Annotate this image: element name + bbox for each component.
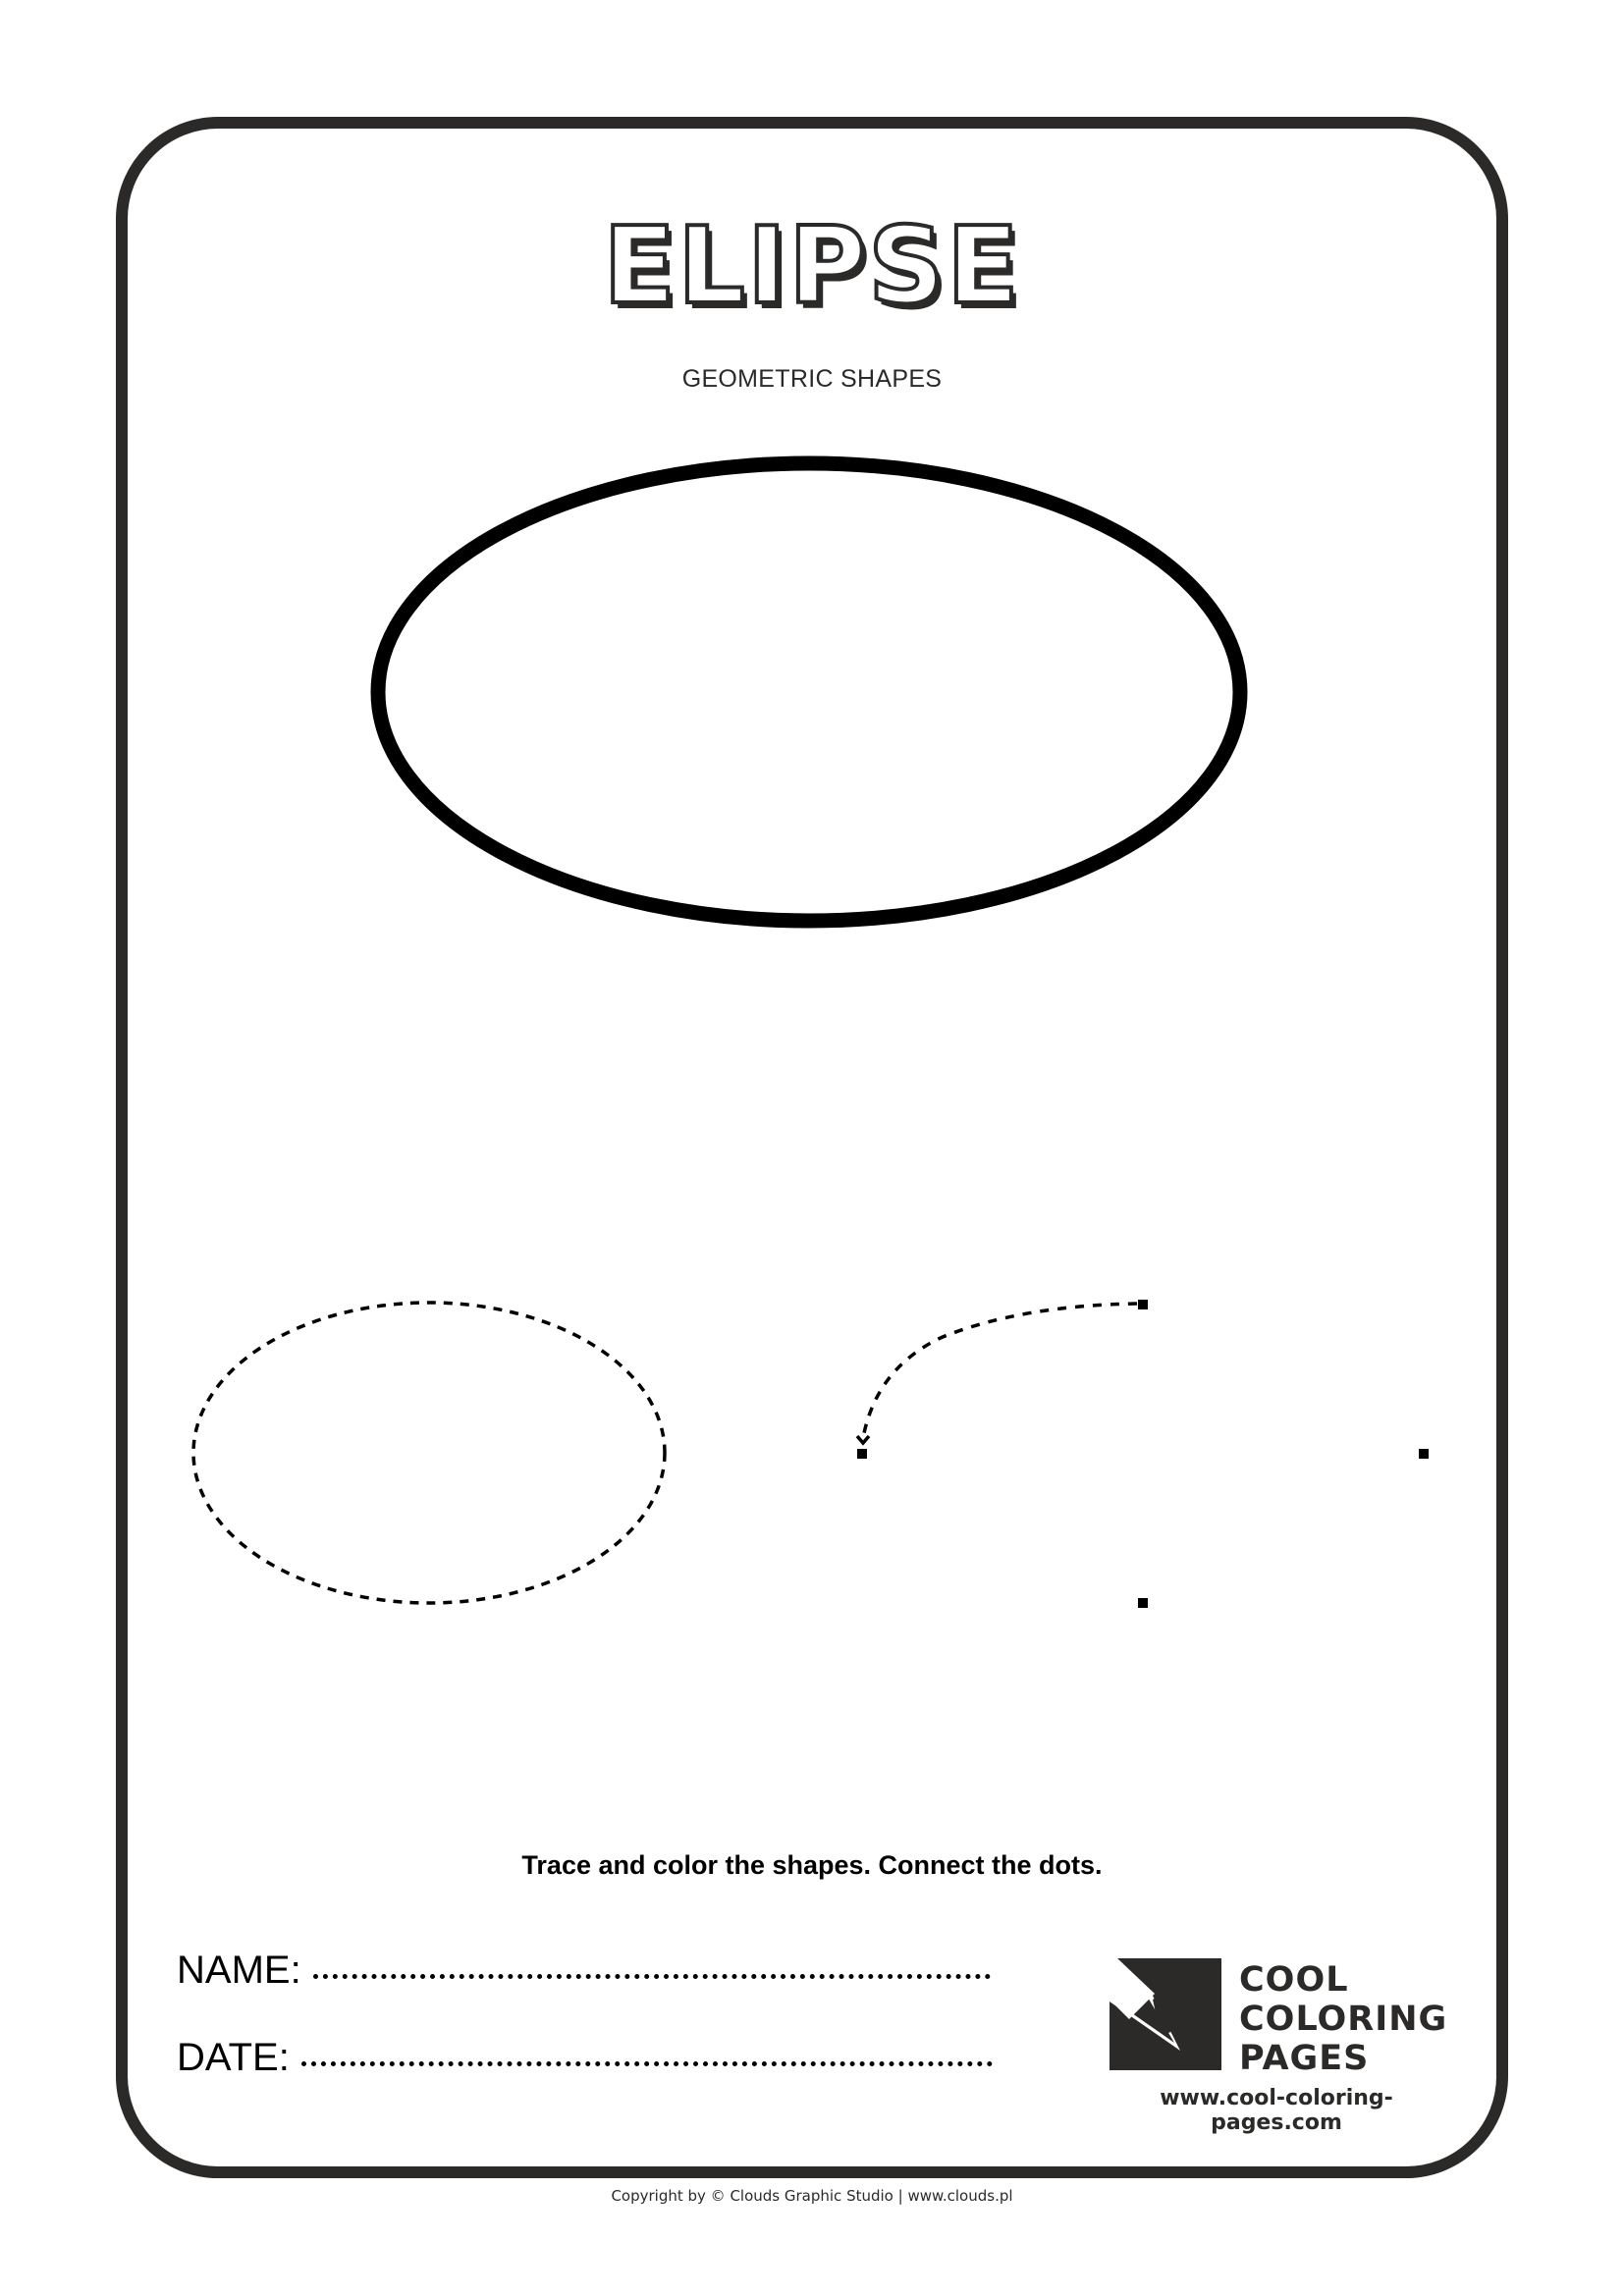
solid-ellipse-shape[interactable]	[378, 463, 1240, 921]
page-subtitle: GEOMETRIC SHAPES	[681, 365, 943, 393]
date-field[interactable]	[177, 2036, 993, 2080]
instruction-text: Trace and color the shapes. Connect the dots.	[521, 1850, 1103, 1880]
dot-left[interactable]	[857, 1449, 867, 1459]
logo-url-link[interactable]: www.cool-coloring-pages.com	[1160, 2086, 1393, 2135]
arrow-down-icon	[857, 1436, 869, 1443]
logo-wordmark	[1239, 1960, 1447, 2078]
logo-line-2: COLORING	[1239, 2000, 1448, 2039]
name-dotted-line[interactable]	[313, 1974, 991, 1979]
brand-logo	[1110, 1958, 1448, 2078]
date-dotted-line[interactable]	[301, 2061, 993, 2066]
logo-line-1: COOL	[1239, 1960, 1349, 2000]
dot-top[interactable]	[1138, 1300, 1148, 1309]
dot-bottom[interactable]	[1138, 1598, 1148, 1608]
copyright-text: Copyright by © Clouds Graphic Studio | www.clouds.pl	[611, 2187, 1013, 2205]
name-label: NAME:	[177, 1949, 301, 1992]
dashed-ellipse-trace[interactable]	[193, 1303, 665, 1603]
logo-line-3: PAGES	[1239, 2039, 1370, 2078]
page-title: ELIPSE	[603, 205, 1021, 328]
guide-arc-dashed	[864, 1304, 1137, 1433]
date-label: DATE:	[177, 2036, 290, 2079]
dot-right[interactable]	[1419, 1449, 1429, 1459]
pencil-square-icon	[1110, 1958, 1221, 2070]
name-field[interactable]	[177, 1949, 991, 1993]
